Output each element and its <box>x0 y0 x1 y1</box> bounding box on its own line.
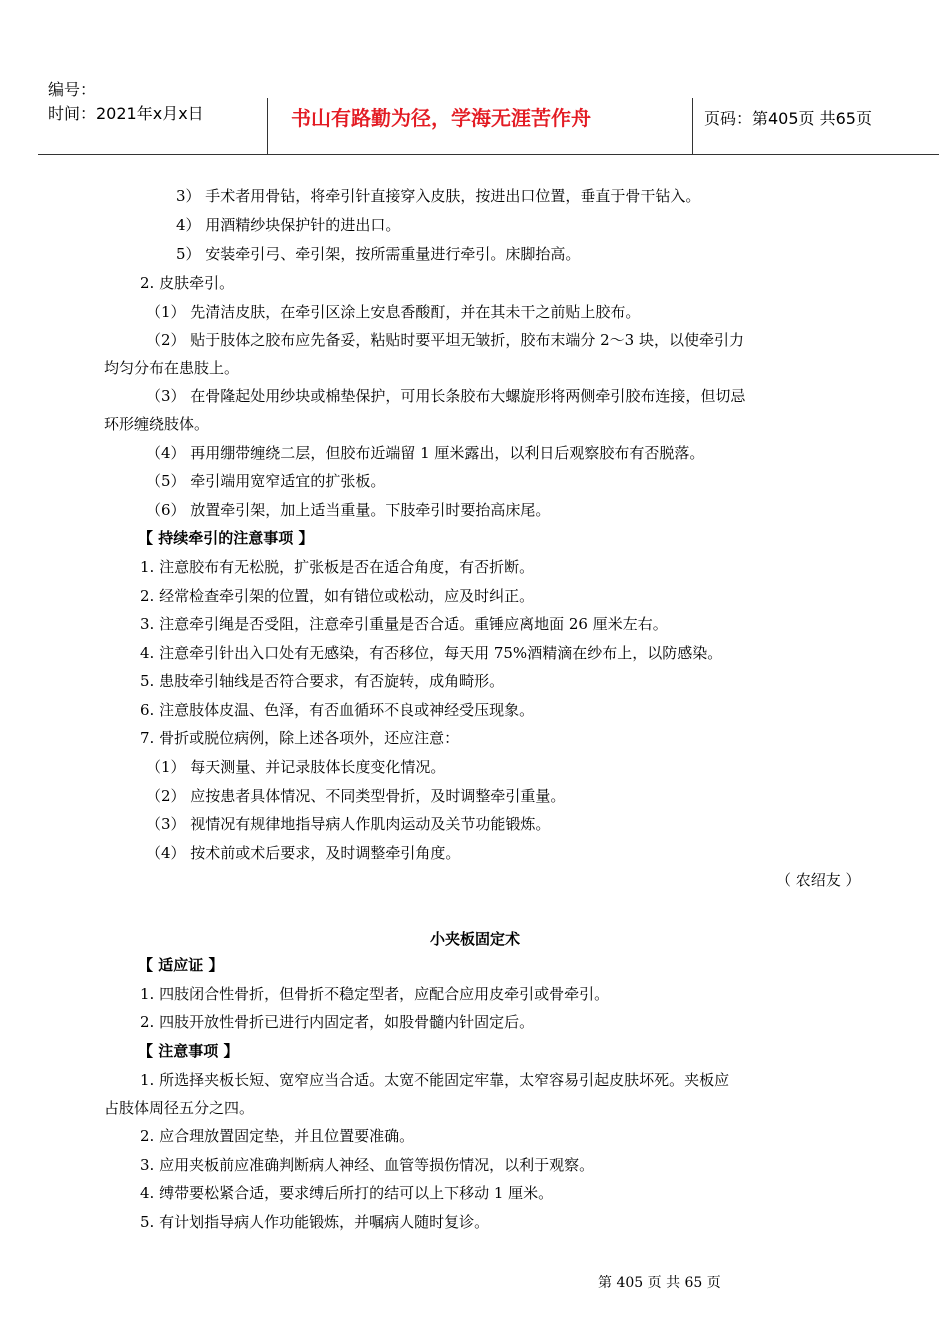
body-line: （1） 先清洁皮肤，在牵引区涂上安息香酸酊，并在其未干之前贴上胶布。 <box>146 303 641 321</box>
body-line: 环形缠绕肢体。 <box>104 415 210 433</box>
header-divider <box>267 98 268 154</box>
header-page-info: 页码：第405页 共65页 <box>704 109 872 128</box>
body-line: （2） 贴于肢体之胶布应先备妥，粘贴时要平坦无皱折，胶布末端分 2～3 块，以使牵引力 <box>146 331 744 349</box>
body-line: （4） 按术前或术后要求，及时调整牵引角度。 <box>146 844 461 862</box>
header-rule <box>38 154 939 155</box>
body-line: 3） 手术者用骨钻，将牵引针直接穿入皮肤，按进出口位置，垂直于骨干钻入。 <box>176 187 701 205</box>
body-line: 占肢体周径五分之四。 <box>104 1099 255 1117</box>
body-line: 1. 注意胶布有无松脱，扩张板是否在适合角度，有否折断。 <box>140 558 535 576</box>
page-footer: 第 405 页 共 65 页 <box>598 1275 721 1291</box>
body-line: 4. 缚带要松紧合适，要求缚后所打的结可以上下移动 1 厘米。 <box>140 1184 554 1202</box>
body-line: 1. 所选择夹板长短、宽窄应当合适。太宽不能固定牢靠，太窄容易引起皮肤坏死。夹板应 <box>140 1071 730 1089</box>
time-label: 时间：2021年x月x日 <box>48 104 204 123</box>
body-line: 1. 四肢闭合性骨折，但骨折不稳定型者，应配合应用皮牵引或骨牵引。 <box>140 985 610 1003</box>
body-line: 5） 安装牵引弓、牵引架，按所需重量进行牵引。床脚抬高。 <box>176 245 581 263</box>
body-line: 均匀分布在患肢上。 <box>104 359 240 377</box>
body-line: 2. 四肢开放性骨折已进行内固定者，如股骨髓内针固定后。 <box>140 1013 535 1031</box>
body-line: 4. 注意牵引针出入口处有无感染，有否移位，每天用 75%酒精滴在纱布上，以防感染。 <box>140 644 723 662</box>
section-heading: 【 适应证 】 <box>138 956 224 974</box>
body-line: 2. 经常检查牵引架的位置，如有错位或松动，应及时纠正。 <box>140 587 535 605</box>
body-line: （1） 每天测量、并记录肢体长度变化情况。 <box>146 758 446 776</box>
body-line: （5） 牵引端用宽窄适宜的扩张板。 <box>146 472 386 490</box>
body-line: 5. 有计划指导病人作功能锻炼，并嘱病人随时复诊。 <box>140 1213 490 1231</box>
section-title: 小夹板固定术 <box>429 930 520 948</box>
section-heading: 【 注意事项 】 <box>138 1042 239 1060</box>
serial-label: 编号： <box>48 80 97 99</box>
section-heading: 【 持续牵引的注意事项 】 <box>138 529 314 547</box>
body-line: 5. 患肢牵引轴线是否符合要求，有否旋转，成角畸形。 <box>140 672 505 690</box>
header-divider <box>692 98 693 154</box>
body-line: 2. 皮肤牵引。 <box>140 274 235 292</box>
body-line: 2. 应合理放置固定垫，并且位置要准确。 <box>140 1127 415 1145</box>
header-motto: 书山有路勤为径，学海无涯苦作舟 <box>291 106 591 130</box>
body-line: （2） 应按患者具体情况、不同类型骨折，及时调整牵引重量。 <box>146 787 566 805</box>
author-signature: （ 农绍友 ） <box>776 871 861 889</box>
body-line: 7. 骨折或脱位病例，除上述各项外，还应注意： <box>140 729 460 747</box>
body-line: （4） 再用绷带缠绕二层，但胶布近端留 1 厘米露出，以利日后观察胶布有否脱落。 <box>146 444 705 462</box>
body-line: （6） 放置牵引架，加上适当重量。下肢牵引时要抬高床尾。 <box>146 501 551 519</box>
header-left <box>48 78 204 126</box>
body-line: （3） 在骨隆起处用纱块或棉垫保护，可用长条胶布大螺旋形将两侧牵引胶布连接，但切忌 <box>146 387 746 405</box>
body-line: 3. 应用夹板前应准确判断病人神经、血管等损伤情况，以利于观察。 <box>140 1156 595 1174</box>
body-line: 3. 注意牵引绳是否受阻，注意牵引重量是否合适。重锤应离地面 26 厘米左右。 <box>140 615 668 633</box>
body-line: 4） 用酒精纱块保护针的进出口。 <box>176 216 401 234</box>
body-line: （3） 视情况有规律地指导病人作肌肉运动及关节功能锻炼。 <box>146 815 551 833</box>
body-line: 6. 注意肢体皮温、色泽，有否血循环不良或神经受压现象。 <box>140 701 535 719</box>
